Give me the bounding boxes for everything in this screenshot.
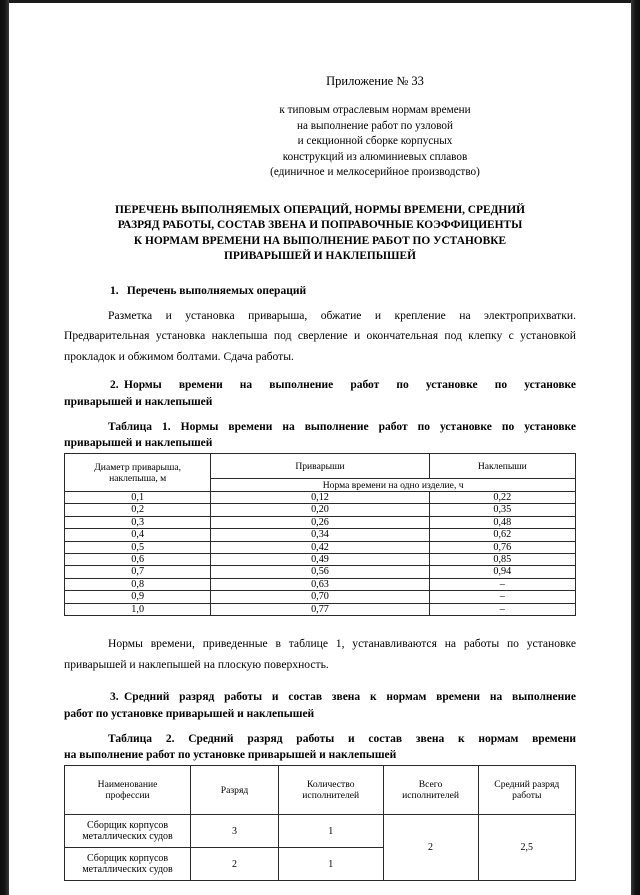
page-title bbox=[64, 203, 576, 265]
table-1-cell-privaryshi: 0,63 bbox=[211, 578, 429, 590]
table-1-cell-privaryshi: 0,12 bbox=[211, 492, 429, 504]
table-2-cell-total: 2 bbox=[383, 815, 478, 881]
table-1-cell-naklepyshi: – bbox=[429, 603, 575, 615]
table-1-col-privaryshi-header: Приварыши bbox=[211, 454, 429, 479]
reference-line-1: к типовым отраслевым нормам времени bbox=[279, 104, 471, 116]
table-2-caption-line-1: Таблица 2. Средний разряд работы и состав звена к нормам времени bbox=[108, 733, 576, 746]
table-row bbox=[65, 554, 576, 566]
table-2-col-total-header-line-2: исполнителей bbox=[402, 790, 459, 802]
table-1-cell-naklepyshi: 0,85 bbox=[429, 554, 575, 566]
table-row bbox=[65, 591, 576, 603]
table-1-cell-privaryshi: 0,42 bbox=[211, 541, 429, 553]
page-title-line-4: ПРИВАРЫШЕЙ И НАКЛЕПЫШЕЙ bbox=[224, 250, 416, 262]
document-reference-block bbox=[64, 103, 576, 181]
section-2-heading-line-1 bbox=[64, 377, 576, 394]
table-2-body bbox=[65, 815, 576, 881]
table-row bbox=[65, 578, 576, 590]
table-2-head bbox=[65, 766, 576, 815]
reference-line-2: на выполнение работ по узловой bbox=[297, 119, 453, 132]
table-2-cell-profession bbox=[65, 848, 191, 881]
scan-edge-right bbox=[631, 0, 640, 895]
section-3-number: 3. bbox=[110, 691, 119, 704]
norms-time-table bbox=[64, 453, 576, 616]
table-2-col-profession-header-line-1: Наименование bbox=[97, 779, 158, 791]
section-1-paragraph: Разметка и установка приварыша, обжатие и крепление на электроприхватки. Предварительная установка наклепыша под сверление и окончательная под клепку с установкой прокладок и обжимом болтами. Сдача работы. bbox=[64, 308, 576, 363]
table-1-col-naklepyshi-header: Наклепыши bbox=[429, 454, 575, 479]
table-2-caption-line-2: на выполнение работ по установке приварышей и наклепышей bbox=[64, 749, 397, 762]
table-1-cell-naklepyshi: 0,76 bbox=[429, 541, 575, 553]
table-1-subheader: Норма времени на одно изделие, ч bbox=[211, 479, 576, 492]
section-2-heading bbox=[64, 377, 576, 411]
table-1-body bbox=[65, 492, 576, 616]
table-1-cell-privaryshi: 0,34 bbox=[211, 529, 429, 541]
table-1-cell-naklepyshi: 0,94 bbox=[429, 566, 575, 578]
table-1-cell-privaryshi: 0,49 bbox=[211, 554, 429, 566]
appendix-number: Приложение № 33 bbox=[326, 74, 424, 88]
table-1-note: Нормы времени, приведенные в таблице 1, устанавливаются на работы по установке приварышей и наклепышей на плоскую поверхность. bbox=[64, 637, 576, 671]
table-2-cell-profession-line-2: металлических судов bbox=[82, 864, 173, 876]
section-1-heading bbox=[64, 283, 576, 300]
table-row bbox=[65, 815, 576, 848]
table-row bbox=[65, 603, 576, 615]
table-2-col-avg-rank-header bbox=[478, 766, 575, 815]
table-2-cell-profession-line-1: Сборщик корпусов bbox=[86, 820, 169, 832]
table-2-cell-average-rank: 2,5 bbox=[478, 815, 575, 881]
table-1-col-diameter-header-line-1: Диаметр приварыша, bbox=[94, 461, 182, 473]
table-row bbox=[65, 541, 576, 553]
scan-edge-left bbox=[0, 0, 9, 895]
table-2-cell-profession-line-1: Сборщик корпусов bbox=[86, 853, 169, 865]
section-3-heading-line-2: работ по установке приварышей и наклепышей bbox=[64, 708, 315, 721]
table-1-cell-privaryshi: 0,77 bbox=[211, 603, 429, 615]
table-1-cell-naklepyshi: 0,48 bbox=[429, 516, 575, 528]
table-2-col-profession-header bbox=[65, 766, 191, 815]
table-2-caption bbox=[64, 731, 576, 763]
table-1-header-row bbox=[65, 454, 576, 479]
table-1-cell-naklepyshi: 0,22 bbox=[429, 492, 575, 504]
table-2-col-total-header bbox=[383, 766, 478, 815]
page-title-line-3: К НОРМАМ ВРЕМЕНИ НА ВЫПОЛНЕНИЕ РАБОТ ПО УСТАНОВКЕ bbox=[133, 234, 507, 247]
table-1-cell-privaryshi: 0,26 bbox=[211, 516, 429, 528]
page-title-line-1: ПЕРЕЧЕНЬ ВЫПОЛНЯЕМЫХ ОПЕРАЦИЙ, НОРМЫ ВРЕМЕНИ, СРЕДНИЙ bbox=[115, 203, 525, 216]
table-1-cell-diameter: 0,7 bbox=[65, 566, 211, 578]
table-1-cell-diameter: 0,9 bbox=[65, 591, 211, 603]
table-1-col-diameter-header-line-2: наклепыша, м bbox=[109, 472, 167, 484]
section-3-heading-text: Средний разряд работы и состав звена к нормам времени на выполнение bbox=[124, 691, 576, 704]
table-row bbox=[65, 492, 576, 504]
table-2-col-profession-header-line-2: профессии bbox=[105, 790, 150, 802]
table-1-cell-privaryshi: 0,70 bbox=[211, 591, 429, 603]
table-1-cell-naklepyshi: 0,62 bbox=[429, 529, 575, 541]
table-2-cell-count: 1 bbox=[278, 815, 383, 848]
table-2-cell-profession-line-2: металлических судов bbox=[82, 831, 173, 843]
table-2-col-avg-rank-header-line-2: работы bbox=[512, 790, 542, 802]
table-2-col-total-header-line-1: Всего bbox=[418, 779, 443, 791]
table-2-header-row bbox=[65, 766, 576, 815]
table-2-col-rank-header: Разряд bbox=[191, 766, 279, 815]
table-1-cell-diameter: 0,2 bbox=[65, 504, 211, 516]
table-1-col-diameter-header bbox=[65, 454, 211, 492]
paper-sheet bbox=[28, 8, 608, 887]
table-row bbox=[65, 516, 576, 528]
table-1-caption-line-1: Таблица 1. Нормы времени на выполнение работ по установке по установке bbox=[108, 421, 576, 433]
section-2-number: 2. bbox=[110, 379, 119, 391]
section-1-number: 1. bbox=[110, 284, 119, 297]
table-row bbox=[65, 566, 576, 578]
reference-line-4: конструкций из алюминиевых сплавов bbox=[282, 150, 468, 163]
table-1-caption bbox=[64, 419, 576, 451]
table-2-cell-rank: 3 bbox=[191, 815, 279, 848]
page-title-line-2: РАЗРЯД РАБОТЫ, СОСТАВ ЗВЕНА И ПОПРАВОЧНЫЕ КОЭФФИЦИЕНТЫ bbox=[117, 219, 523, 231]
table-2-cell-count: 1 bbox=[278, 848, 383, 881]
table-1-caption-line-2: приварышей и наклепышей bbox=[64, 437, 213, 449]
section-3-heading-line-1 bbox=[64, 689, 576, 706]
table-1-cell-privaryshi: 0,56 bbox=[211, 566, 429, 578]
table-2-cell-rank: 2 bbox=[191, 848, 279, 881]
table-1-cell-naklepyshi: – bbox=[429, 591, 575, 603]
table-1-cell-diameter: 0,1 bbox=[65, 492, 211, 504]
section-2-heading-line-2: приварышей и наклепышей bbox=[64, 396, 213, 408]
table-2-col-count-header-line-1: Количество bbox=[306, 779, 355, 791]
table-2-cell-profession bbox=[65, 815, 191, 848]
section-2-heading-text: Нормы времени на выполнение работ по установке по установке bbox=[124, 379, 576, 391]
document-content bbox=[64, 74, 576, 881]
table-1-cell-diameter: 0,8 bbox=[65, 578, 211, 590]
section-1-heading-text: Перечень выполняемых операций bbox=[126, 284, 307, 297]
table-1-cell-naklepyshi: 0,35 bbox=[429, 504, 575, 516]
table-2-col-count-header-line-2: исполнителей bbox=[302, 790, 360, 802]
section-3-heading bbox=[64, 689, 576, 723]
table-row bbox=[65, 529, 576, 541]
table-1-cell-diameter: 0,4 bbox=[65, 529, 211, 541]
table-1-head bbox=[65, 454, 576, 492]
reference-line-5: (единичное и мелкосерийное производство) bbox=[270, 166, 480, 178]
table-1-cell-diameter: 0,6 bbox=[65, 554, 211, 566]
table-1-cell-privaryshi: 0,20 bbox=[211, 504, 429, 516]
table-2-col-count-header bbox=[278, 766, 383, 815]
scan-edge-top bbox=[0, 0, 640, 3]
crew-composition-table bbox=[64, 765, 576, 881]
reference-line-3: и секционной сборке корпусных bbox=[297, 135, 453, 147]
table-2-col-avg-rank-header-line-1: Средний разряд bbox=[494, 779, 560, 791]
table-1-cell-diameter: 1,0 bbox=[65, 603, 211, 615]
table-1-cell-diameter: 0,5 bbox=[65, 541, 211, 553]
table-row bbox=[65, 504, 576, 516]
table-1-cell-naklepyshi: – bbox=[429, 578, 575, 590]
table-1-cell-diameter: 0,3 bbox=[65, 516, 211, 528]
